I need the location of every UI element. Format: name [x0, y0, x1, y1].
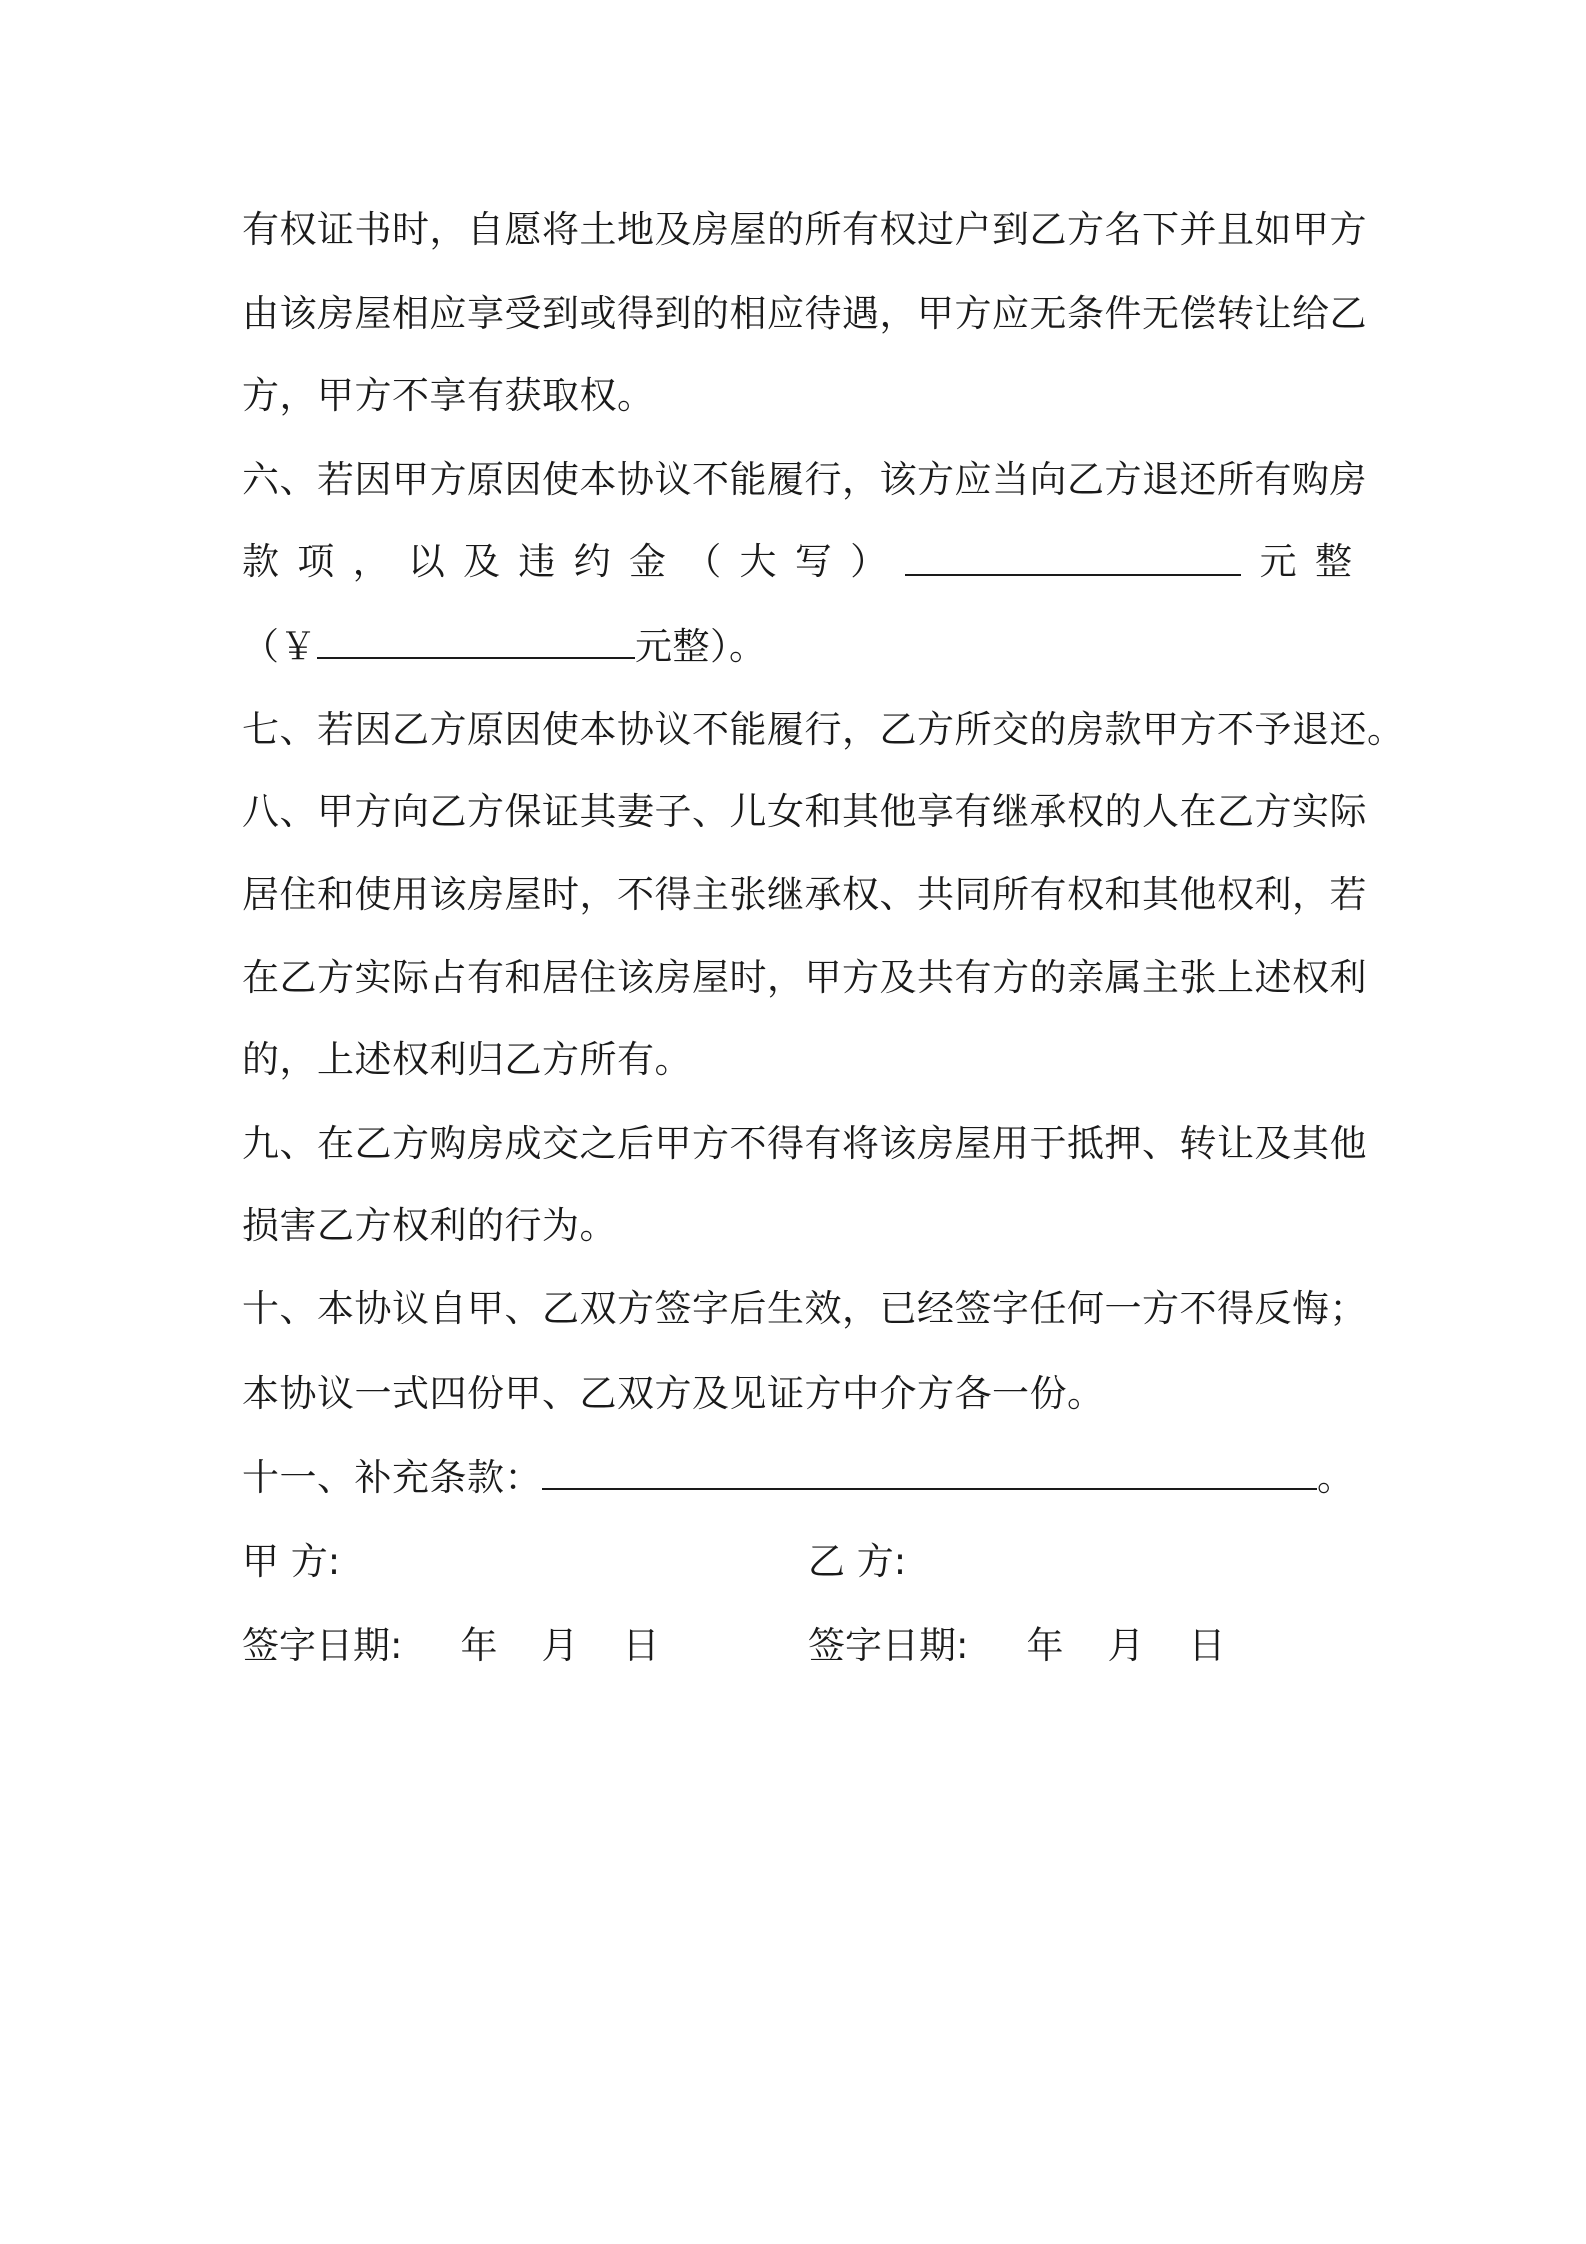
- clause-six-penalty-line: [242, 538, 1352, 586]
- paragraph-line: 方，甲方不享有获取权。: [242, 374, 655, 417]
- paragraph-line: 居住和使用该房屋时，不得主张继承权、共同所有权和其他权利，若: [242, 873, 1367, 916]
- party-b-sign-date: [808, 1622, 1225, 1670]
- party-b-label: 乙 方:: [808, 1540, 907, 1583]
- text-char: 及: [463, 540, 501, 583]
- text-char: 元: [1259, 540, 1297, 583]
- year-label: 年: [1026, 1624, 1064, 1667]
- day-label: 日: [622, 1624, 660, 1667]
- text-char: 大: [739, 540, 777, 583]
- text-char: 项: [297, 540, 335, 583]
- clause-six-line: 六、若因甲方原因使本协议不能履行，该方应当向乙方退还所有购房: [242, 458, 1367, 501]
- paragraph-line: 在乙方实际占有和居住该房屋时，甲方及共有方的亲属主张上述权利: [242, 956, 1367, 999]
- paragraph-line: 的，上述权利归乙方所有。: [242, 1038, 692, 1081]
- text-char: ）: [850, 540, 888, 583]
- penalty-amount-line: [242, 621, 1352, 669]
- text-char: ，: [352, 540, 390, 583]
- text-char: 以: [407, 540, 445, 583]
- paragraph-line: 本协议一式四份甲、乙双方及见证方中介方各一份。: [242, 1372, 1105, 1415]
- paragraph-line: 有权证书时，自愿将土地及房屋的所有权过户到乙方名下并且如甲方: [242, 208, 1367, 251]
- text-char: 违: [518, 540, 556, 583]
- clause-ten-line: 十、本协议自甲、乙双方签字后生效，已经签字任何一方不得反悔；: [242, 1287, 1367, 1330]
- month-label: 月: [541, 1624, 579, 1667]
- text-char: （: [684, 540, 722, 583]
- text-char: 整: [1314, 540, 1352, 583]
- paragraph-line: 由该房屋相应享受到或得到的相应待遇，甲方应无条件无偿转让给乙: [242, 292, 1367, 335]
- amount-close: 元整）。: [635, 625, 767, 668]
- day-label: 日: [1188, 1624, 1226, 1667]
- party-a-label: 甲 方:: [242, 1540, 341, 1583]
- text-char: 写: [794, 540, 832, 583]
- amount-open: （￥: [242, 625, 317, 668]
- text-char: 款: [242, 540, 279, 583]
- clause-eight-line: 八、甲方向乙方保证其妻子、儿女和其他享有继承权的人在乙方实际: [242, 790, 1367, 833]
- year-label: 年: [460, 1624, 498, 1667]
- month-label: 月: [1107, 1624, 1145, 1667]
- clause-nine-line: 九、在乙方购房成交之后甲方不得有将该房屋用于抵押、转让及其他: [242, 1122, 1367, 1165]
- sign-date-label: 签字日期:: [808, 1624, 969, 1667]
- penalty-amount-blank[interactable]: [317, 621, 635, 659]
- text-char: 约: [573, 540, 611, 583]
- paragraph-line: 损害乙方权利的行为。: [242, 1204, 617, 1247]
- sign-date-label: 签字日期:: [242, 1624, 403, 1667]
- party-a-sign-date: [242, 1622, 659, 1670]
- line-end-mark: 。: [1317, 1456, 1355, 1499]
- supplementary-label: 十一、补充条款：: [242, 1456, 542, 1499]
- penalty-uppercase-blank[interactable]: [905, 538, 1241, 576]
- clause-seven-line: 七、若因乙方原因使本协议不能履行，乙方所交的房款甲方不予退还。: [242, 708, 1405, 751]
- supplementary-terms-blank[interactable]: [542, 1452, 1317, 1490]
- clause-eleven-line: [242, 1452, 1355, 1500]
- text-char: 金: [628, 540, 666, 583]
